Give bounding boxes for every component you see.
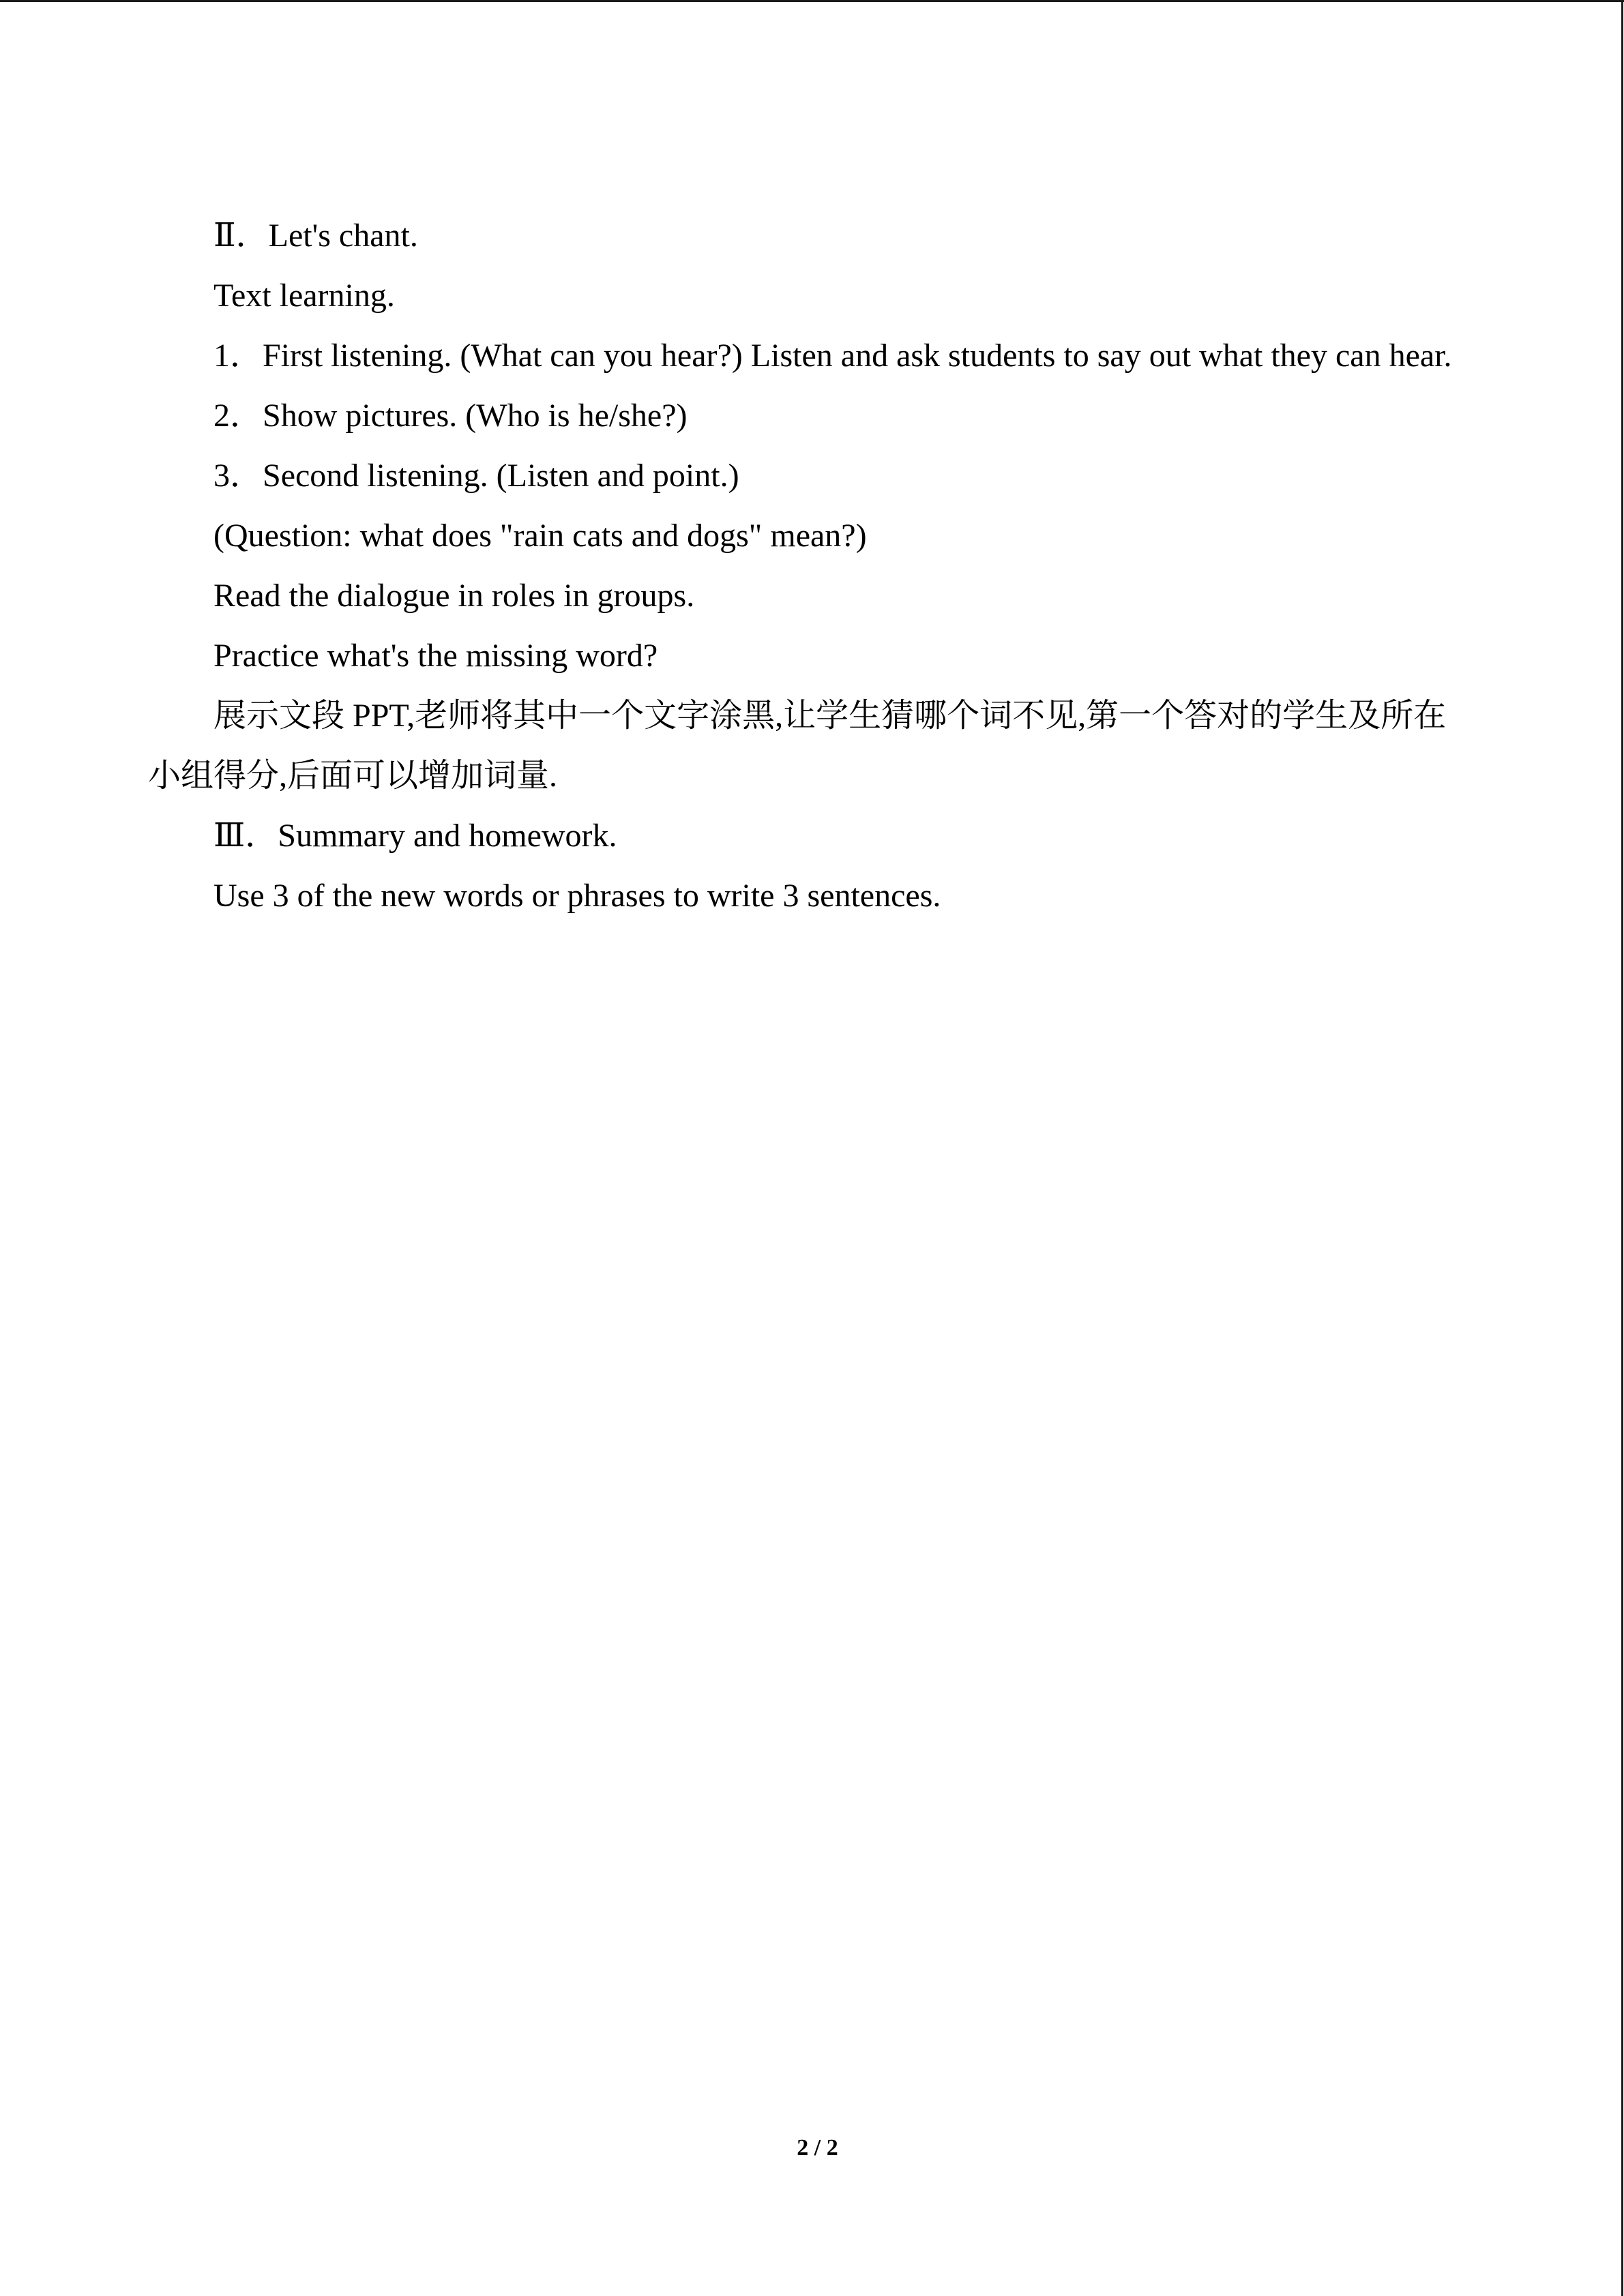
step-3-second-listening: 3．Second listening. (Listen and point.) bbox=[213, 458, 739, 494]
section-heading-chant: Ⅱ．Let's chant. bbox=[213, 218, 418, 254]
practice-line: Practice what's the missing word? bbox=[213, 638, 658, 674]
step-1-first-listening: 1．First listening. (What can you hear?) Listen and ask students to say out what they can hear. bbox=[213, 338, 1452, 374]
step-2-show-pictures: 2．Show pictures. (Who is he/she?) bbox=[213, 398, 688, 434]
chinese-instruction-line-2: 小组得分,后面可以增加词量. bbox=[148, 758, 558, 794]
read-dialogue-line: Read the dialogue in roles in groups. bbox=[213, 578, 695, 614]
homework-line: Use 3 of the new words or phrases to write 3 sentences. bbox=[213, 878, 941, 914]
section-heading-summary: Ⅲ．Summary and homework. bbox=[213, 818, 617, 854]
page-border-right bbox=[1621, 0, 1623, 2296]
page-number: 2 / 2 bbox=[797, 2135, 838, 2160]
document-body bbox=[148, 206, 1485, 926]
question-line: (Question: what does "rain cats and dogs" mean?) bbox=[213, 518, 867, 554]
page-border-top bbox=[0, 0, 1624, 2]
subheading-text-learning: Text learning. bbox=[213, 278, 395, 314]
chinese-instruction-line-1: 展示文段 PPT,老师将其中一个文字涂黑,让学生猜哪个词不见,第一个答对的学生及所在 bbox=[213, 698, 1447, 734]
